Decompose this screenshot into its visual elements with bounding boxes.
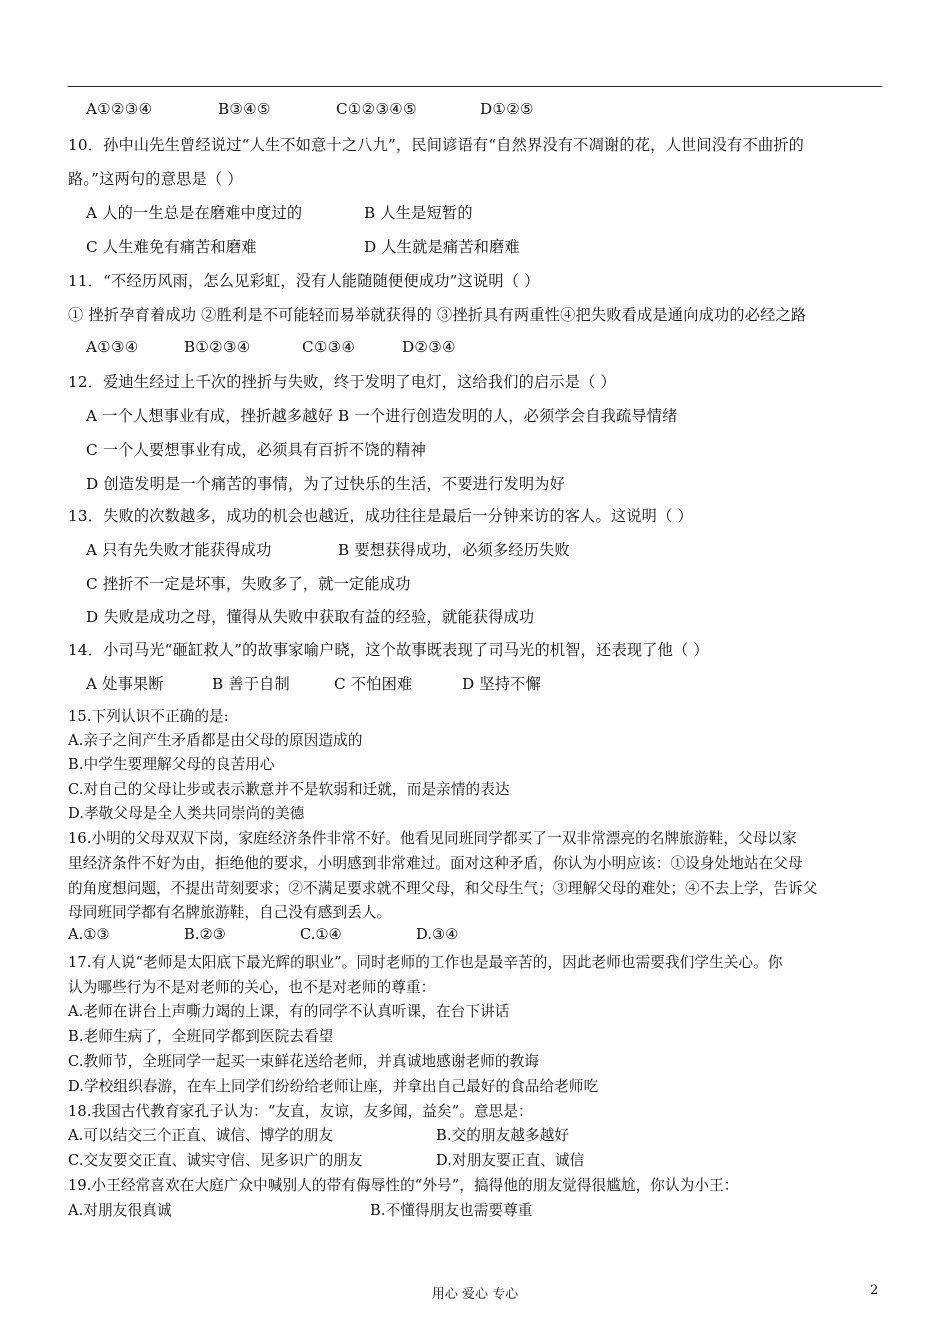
q16-option-c: C.①④ xyxy=(300,926,342,943)
q18-option-b: B.交的朋友越多越好 xyxy=(436,1127,570,1144)
q13-stem: 13．失败的次数越多，成功的机会也越近，成功往往是最后一分钟来访的客人。这说明（ ） xyxy=(68,507,693,525)
page-number: 2 xyxy=(870,1283,879,1298)
q9-option-b: B③④⑤ xyxy=(218,100,271,118)
q10-option-b: B 人生是短暂的 xyxy=(364,204,473,222)
q19-options-ab xyxy=(68,1199,533,1220)
q17-stem-line2: 认为哪些行为不是对老师的关心，也不是对老师的尊重： xyxy=(68,979,436,996)
q14-option-a: A 处事果断 xyxy=(86,675,164,693)
q15-option-b: B.中学生要理解父母的良苦用心 xyxy=(68,756,275,773)
q10-options-cd xyxy=(86,236,520,257)
q13-option-d: D 失败是成功之母，懂得从失败中获取有益的经验，就能获得成功 xyxy=(86,608,535,626)
q14-options xyxy=(86,673,541,694)
q13-option-a: A 只有先失败才能获得成功 xyxy=(86,541,272,559)
q16-option-a: A.①③ xyxy=(68,926,110,943)
q11-option-c: C①③④ xyxy=(302,338,356,356)
q11-option-a: A①③④ xyxy=(86,338,139,356)
q14-stem: 14．小司马光“砸缸救人”的故事家喻户晓，这个故事既表现了司马光的机智，还表现了他（ ） xyxy=(68,641,709,659)
q10-option-a: A 人的一生总是在磨难中度过的 xyxy=(86,204,303,222)
q12-stem: 12．爱迪生经过上千次的挫折与失败，终于发明了电灯，这给我们的启示是（ ） xyxy=(68,373,616,391)
q11-option-b: B①②③④ xyxy=(184,338,251,356)
q16-stem-line4: 母同班同学都有名牌旅游鞋，自己没有感到丢人。 xyxy=(68,904,392,921)
q10-option-d: D 人生就是痛苦和磨难 xyxy=(364,238,520,256)
q18-option-a: A.可以结交三个正直、诚信、博学的朋友 xyxy=(68,1127,334,1144)
q15-stem: 15.下列认识不正确的是: xyxy=(68,708,229,725)
q17-stem-line1: 17.有人说“老师是太阳底下最光辉的职业”。同时老师的工作也是最辛苦的，因此老师也需要我们学生关心。你 xyxy=(68,954,783,971)
q18-stem: 18.我国古代教育家孔子认为：“友直，友谅，友多闻，益矣”。意思是： xyxy=(68,1103,533,1120)
q18-options-ab xyxy=(68,1124,569,1145)
q12-options-ab: A 一个人想事业有成，挫折越多越好 B 一个进行创造发明的人，必须学会自我疏导情绪 xyxy=(86,407,678,425)
q9-option-c: C①②③④⑤ xyxy=(336,100,417,118)
q14-option-d: D 坚持不懈 xyxy=(462,675,541,693)
q17-option-c: C.教师节，全班同学一起买一束鲜花送给老师，并真诚地感谢老师的教诲 xyxy=(68,1053,539,1070)
q19-stem: 19.小王经常喜欢在大庭广众中喊别人的带有侮辱性的“外号”，搞得他的朋友觉得很尴尬，你认为小王： xyxy=(68,1177,739,1194)
q18-option-c: C.交友要交正直、诚实守信、见多识广的朋友 xyxy=(68,1152,363,1169)
page-footer: 用心 爱心 专心 xyxy=(431,1287,519,1302)
q18-options-cd xyxy=(68,1149,584,1170)
q16-option-b: B.②③ xyxy=(184,926,226,943)
q10-stem-line1: 10．孙中山先生曾经说过“人生不如意十之八九”，民间谚语有“自然界没有不凋谢的花，人世间没有不曲折的 xyxy=(68,136,805,154)
q17-option-a: A.老师在讲台上声嘶力竭的上课，有的同学不认真听课，在台下讲话 xyxy=(68,1003,510,1020)
q11-option-d: D②③④ xyxy=(402,338,456,356)
q11-stem: 11．“不经历风雨，怎么见彩虹，没有人能随随便便成功”这说明（ ） xyxy=(68,272,540,290)
q9-option-a: A①②③④ xyxy=(86,100,153,118)
q17-option-b: B.老师生病了，全班同学都到医院去看望 xyxy=(68,1028,334,1045)
q12-option-d: D 创造发明是一个痛苦的事情，为了过快乐的生活，不要进行发明为好 xyxy=(86,475,566,493)
header-rule xyxy=(68,86,882,87)
q19-option-b: B.不懂得朋友也需要尊重 xyxy=(370,1202,533,1219)
q16-stem-line3: 的角度想问题，不提出苛刻要求；②不满足要求就不理父母，和父母生气；③理解父母的难处；④不去上学，告诉父 xyxy=(68,880,818,897)
q16-stem-line1: 16.小明的父母双双下岗，家庭经济条件非常不好。他看见同班同学都买了一双非常漂亮的名牌旅游鞋，父母以家 xyxy=(68,830,797,847)
q16-options xyxy=(68,926,458,943)
q10-stem-line2: 路。”这两句的意思是（ ） xyxy=(68,170,243,188)
q16-stem-line2: 里经济条件不好为由，拒绝他的要求，小明感到非常难过。面对这种矛盾，你认为小明应该：①设身处地站在父母 xyxy=(68,855,803,872)
q13-options-ab xyxy=(86,539,570,560)
q12-option-c: C 一个人要想事业有成，必须具有百折不饶的精神 xyxy=(86,441,426,459)
q17-option-d: D.学校组织春游，在车上同学们纷纷给老师让座，并拿出自己最好的食品给老师吃 xyxy=(68,1078,599,1095)
q14-option-b: B 善于自制 xyxy=(212,675,290,693)
q16-option-d: D.③④ xyxy=(416,926,459,943)
q10-options-ab xyxy=(86,202,473,223)
q13-option-b: B 要想获得成功，必须多经历失败 xyxy=(338,541,570,559)
q13-option-c: C 挫折不一定是坏事，失败多了，就一定能成功 xyxy=(86,575,411,593)
q15-option-a: A.亲子之间产生矛盾都是由父母的原因造成的 xyxy=(68,732,363,749)
q18-option-d: D.对朋友要正直、诚信 xyxy=(436,1152,585,1169)
q15-option-c: C.对自己的父母让步或表示歉意并不是软弱和迁就，而是亲情的表达 xyxy=(68,781,510,798)
q9-option-d: D①②⑤ xyxy=(480,100,534,118)
q14-option-c: C 不怕困难 xyxy=(334,675,413,693)
q19-option-a: A.对朋友很真诚 xyxy=(68,1202,172,1219)
q10-option-c: C 人生难免有痛苦和磨难 xyxy=(86,238,257,256)
q11-options xyxy=(86,338,456,356)
q11-items: ① 挫折孕育着成功 ②胜利是不可能轻而易举就获得的 ③挫折具有两重性④把失败看成是通向成功的必经之路 xyxy=(68,306,807,324)
q9-options xyxy=(86,100,534,118)
q15-option-d: D.孝敬父母是全人类共同崇尚的美德 xyxy=(68,805,305,822)
